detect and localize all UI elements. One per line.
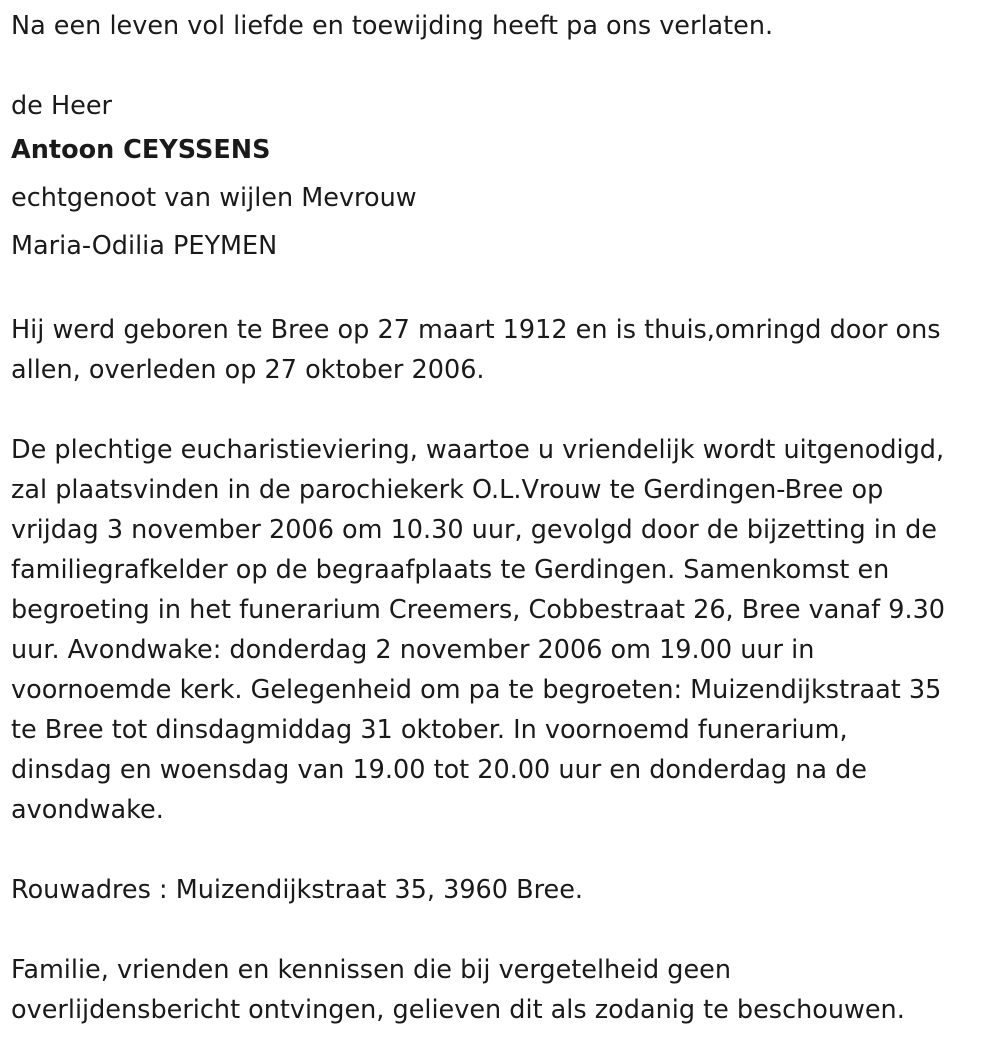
- paragraph-line: allen, overleden op 27 oktober 2006.: [11, 355, 485, 385]
- paragraph-line: voornoemde kerk. Gelegenheid om pa te begroeten: Muizendijkstraat 35: [11, 675, 942, 705]
- spacer: [11, 46, 990, 86]
- spacer: [11, 390, 990, 430]
- closing-paragraph: [11, 950, 996, 1030]
- paragraph-line: vrijdag 3 november 2006 om 10.30 uur, gevolgd door de bijzetting in de: [11, 515, 937, 545]
- spacer: [11, 270, 990, 310]
- ceremony-paragraph: [11, 430, 996, 830]
- paragraph-line: te Bree tot dinsdagmiddag 31 oktober. In voornoemd funerarium,: [11, 715, 848, 745]
- spouse-name: Maria-Odilia PEYMEN: [11, 231, 278, 261]
- paragraph-line: familiegrafkelder op de begraafplaats te Gerdingen. Samenkomst en: [11, 555, 890, 585]
- deceased-name: Antoon CEYSSENS: [11, 135, 271, 165]
- spouse-label: echtgenoot van wijlen Mevrouw: [11, 183, 417, 213]
- paragraph-line: overlijdensbericht ontvingen, gelieven dit als zodanig te beschouwen.: [11, 995, 905, 1025]
- paragraph-line: De plechtige eucharistieviering, waartoe u vriendelijk wordt uitgenodigd,: [11, 435, 945, 465]
- salutation: de Heer: [11, 91, 113, 121]
- paragraph-line: avondwake.: [11, 795, 164, 825]
- spacer: [11, 830, 990, 870]
- paragraph-line: dinsdag en woensdag van 19.00 tot 20.00 uur en donderdag na de: [11, 755, 867, 785]
- paragraph-line: uur. Avondwake: donderdag 2 november 2006 om 19.00 uur in: [11, 635, 815, 665]
- spacer: [11, 910, 990, 950]
- paragraph-line: Hij werd geboren te Bree op 27 maart 1912 en is thuis,omringd door ons: [11, 315, 941, 345]
- paragraph-line: begroeting in het funerarium Creemers, Cobbestraat 26, Bree vanaf 9.30: [11, 595, 946, 625]
- mourning-address: Rouwadres : Muizendijkstraat 35, 3960 Bree.: [11, 875, 583, 905]
- paragraph-line: zal plaatsvinden in de parochiekerk O.L.Vrouw te Gerdingen-Bree op: [11, 475, 884, 505]
- paragraph-line: Familie, vrienden en kennissen die bij vergetelheid geen: [11, 955, 731, 985]
- intro-text: Na een leven vol liefde en toewijding heeft pa ons verlaten.: [11, 11, 774, 41]
- birth-death-paragraph: [11, 310, 996, 390]
